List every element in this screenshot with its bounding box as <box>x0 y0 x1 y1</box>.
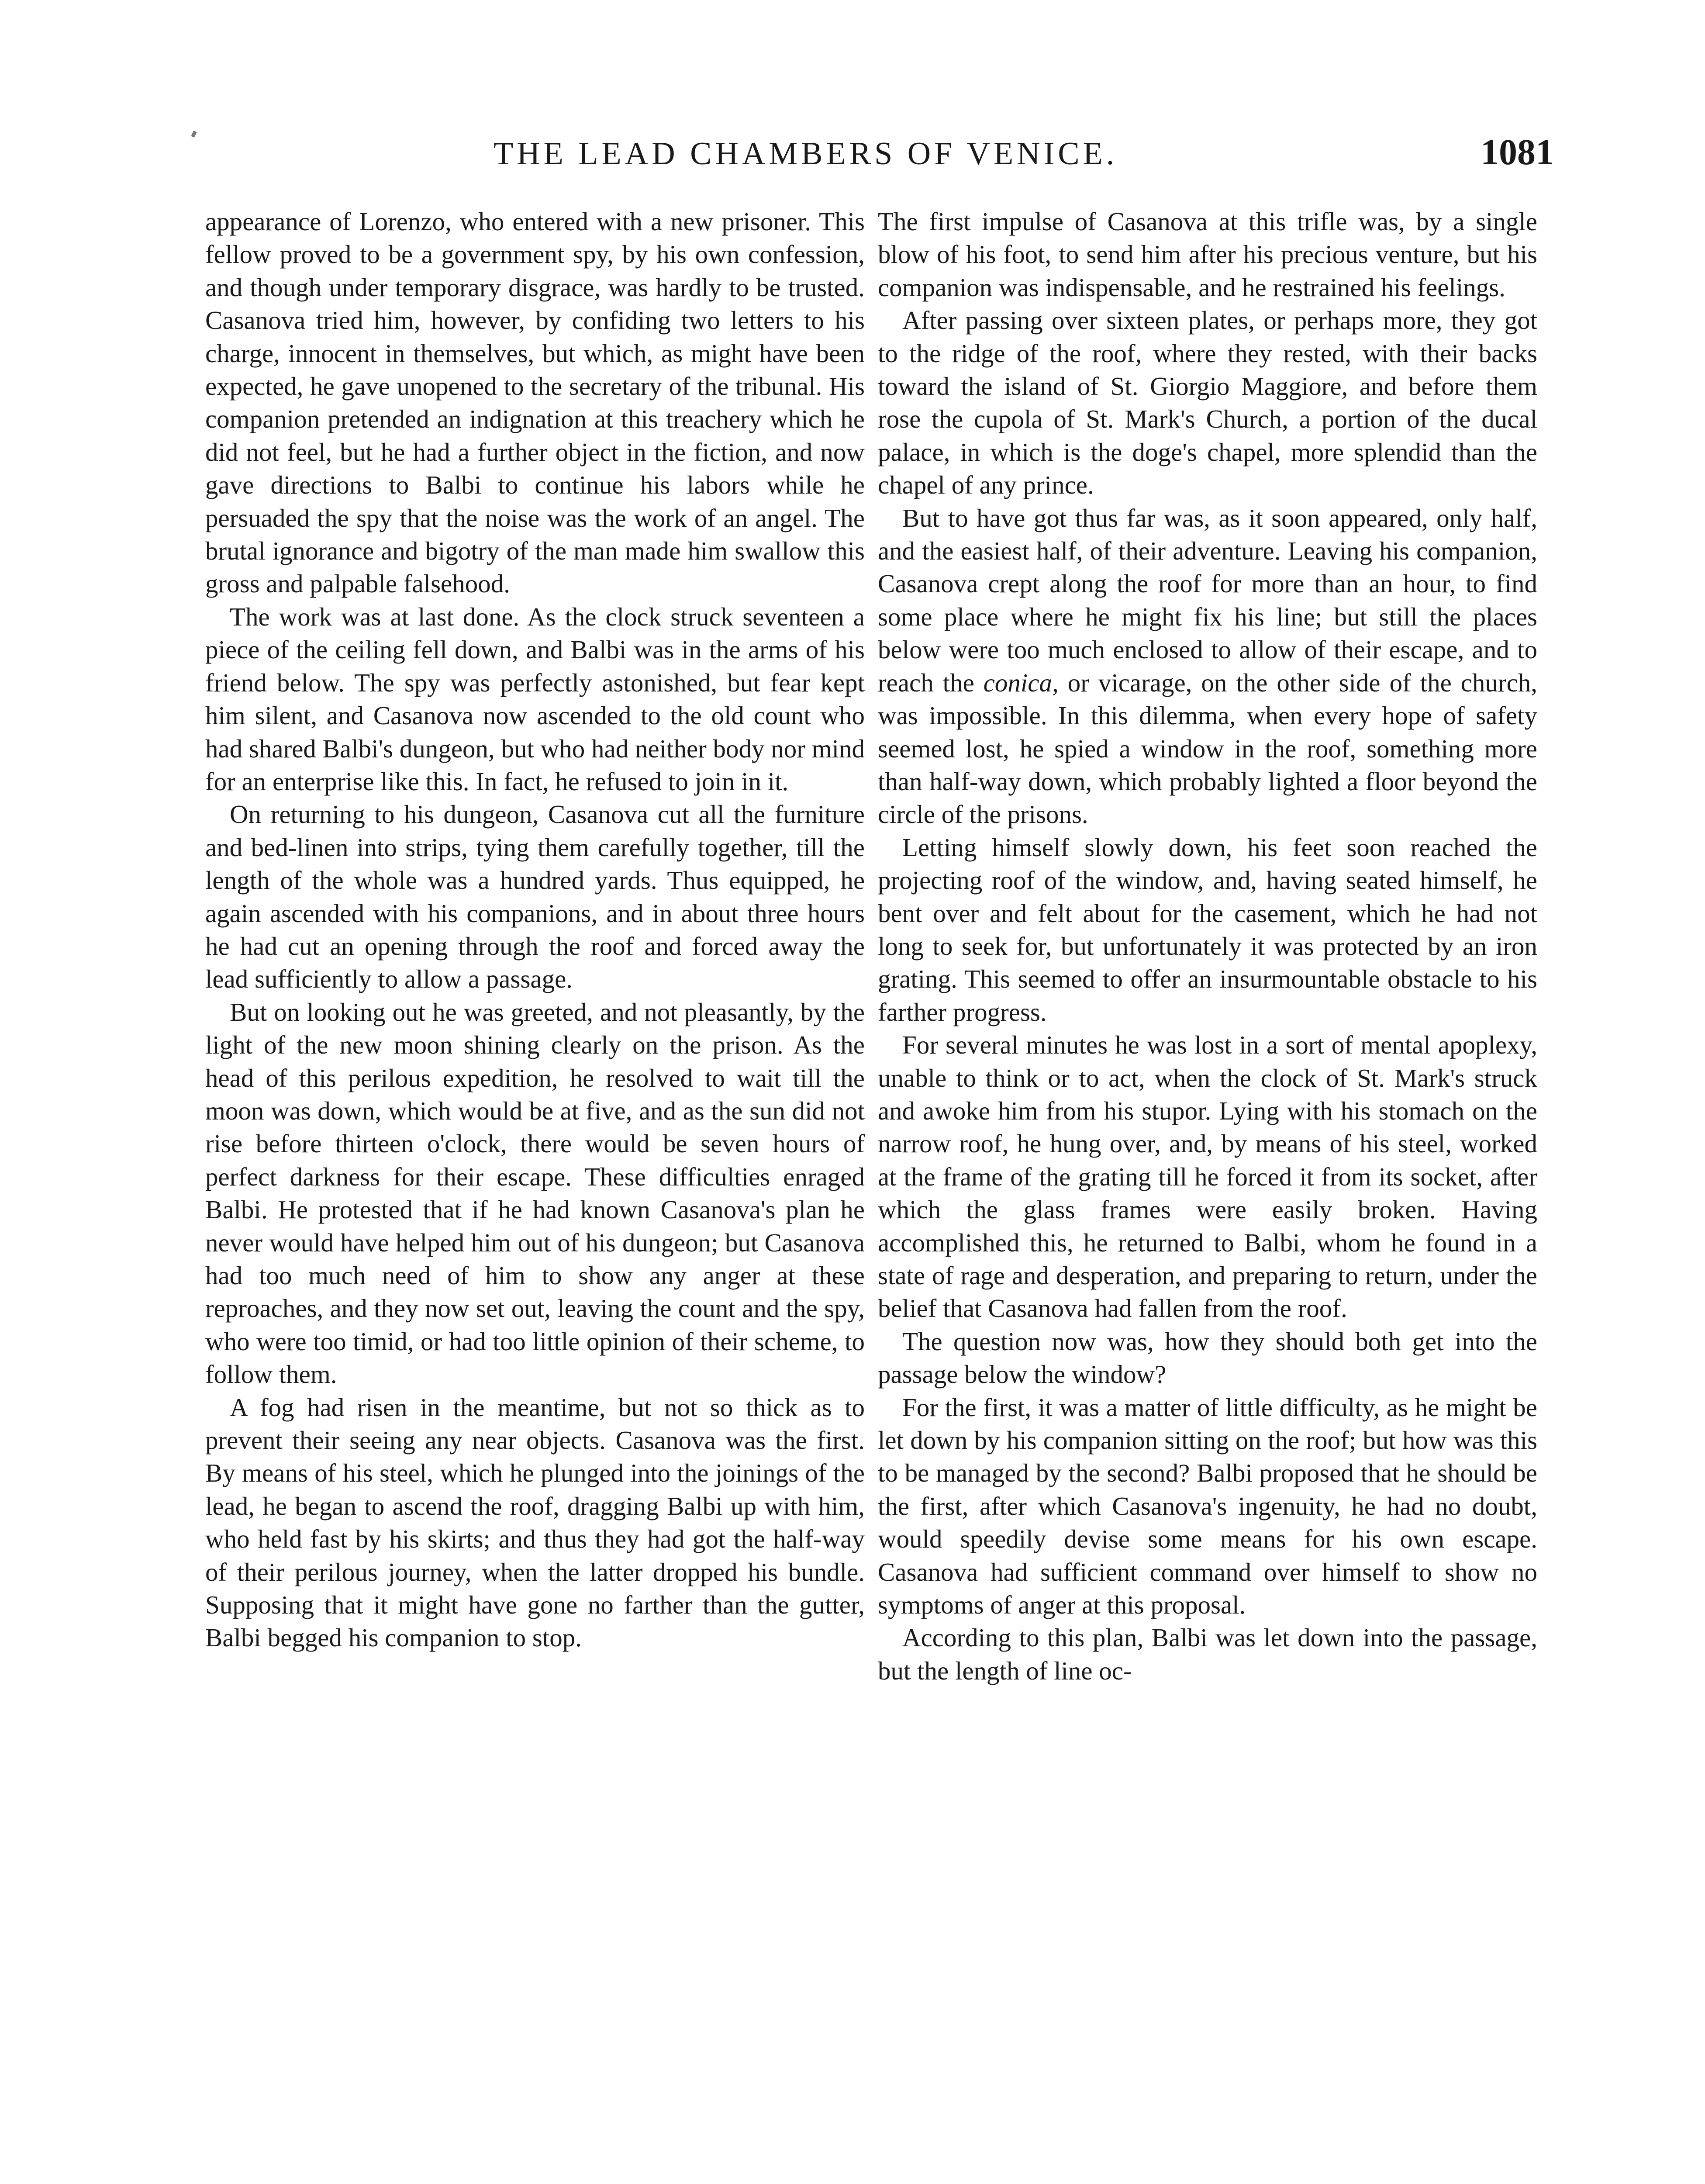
paragraph: The work was at last done. As the clock struck seventeen a piece of the ceiling fell down, and Balbi was in the arms of his friend below. The spy was perfectly astonished, but fear kept him silent, and Casanova now ascended to the old count who had shared Balbi's dungeon, but who had neither body nor mind for an enterprise like this. In fact, he refused to join in it. <box>205 602 865 796</box>
paragraph: The first impulse of Casanova at this trifle was, by a single blow of his foot, to send him after his precious venture, but his companion was indispensable, and he restrained his feelings. <box>878 207 1537 302</box>
paragraph: Letting himself slowly down, his feet soon reached the projecting roof of the window, and, having seated himself, he bent over and felt about for the casement, which he had not long to seek for, but unfortunately it was protected by an iron grating. This seemed to offer an insurmountable obstacle to his farther progress. <box>878 833 1537 1026</box>
paragraph: For several minutes he was lost in a sort of mental apoplexy, unable to think or to act, when the clock of St. Mark's struck and awoke him from his stupor. Lying with his stomach on the narrow roof, he hung over, and, by means of his steel, worked at the frame of the grating till he forced it from its socket, after which the glass frames were easily broken. Having accomplished this, he returned to Balbi, whom he found in a state of rage and desperation, and preparing to return, under the belief that Casanova had fallen from the roof. <box>878 1030 1537 1323</box>
left-text-column <box>205 205 865 1655</box>
paragraph: appearance of Lorenzo, who entered with a new prisoner. This fellow proved to be a government spy, by his own confession, and though under temporary disgrace, was hardly to be trusted. Casanova tried him, however, by confiding two letters to his charge, innocent in themselves, but which, as might have been expected, he gave unopened to the secretary of the tribunal. His companion pretended an indignation at this treachery which he did not feel, but he had a further object in the fiction, and now gave directions to Balbi to continue his labors while he persuaded the spy that the noise was the work of an angel. The brutal ignorance and bigotry of the man made him swallow this gross and palpable falsehood. <box>205 207 865 598</box>
paragraph-text: But to have got thus far was, as it soon appeared, only half, and the easiest half, of their adventure. Leaving his companion, Casanova crept along the roof for more than an hour, to find some place where he might fix his line; but still the places below were too much enclosed to allow of their escape, and to reach the <box>878 503 1537 697</box>
stray-ink-mark <box>191 131 197 138</box>
paragraph: On returning to his dungeon, Casanova cut all the furniture and bed-linen into strips, tying them carefully together, till the length of the whole was a hundred yards. Thus equipped, he again ascended with his companions, and in about three hours he had cut an opening through the roof and forced away the lead sufficiently to allow a passage. <box>205 800 865 994</box>
right-text-column <box>878 205 1537 1687</box>
paragraph: For the first, it was a matter of little difficulty, as he might be let down by his companion sitting on the roof; but how was this to be managed by the second? Balbi proposed that he should be the first, after which Casanova's ingenuity, he had no doubt, would speedily devise some means for his own escape. Casanova had sufficient command over himself to show no symptoms of anger at this proposal. <box>878 1393 1537 1620</box>
paragraph: According to this plan, Balbi was let down into the passage, but the length of line oc- <box>878 1623 1537 1685</box>
paragraph-text: or vicarage, on the other side of the church, was impossible. In this dilemma, when every hope of safety seemed lost, he spied a window in the roof, something more than half-way down, which probably lighted a floor beyond the circle of the prisons. <box>878 668 1538 829</box>
page-number: 1081 <box>1481 132 1554 173</box>
running-head-title: THE LEAD CHAMBERS OF VENICE. <box>494 136 1118 172</box>
italic-term: conica, <box>983 668 1059 697</box>
paragraph: But on looking out he was greeted, and not pleasantly, by the light of the new moon shining clearly on the prison. As the head of this perilous expedition, he resolved to wait till the moon was down, which would be at five, and as the sun did not rise before thirteen o'clock, there would be seven hours of perfect darkness for their escape. These difficulties enraged Balbi. He protested that if he had known Casanova's plan he never would have helped him out of his dungeon; but Casanova had too much need of him to show any anger at these reproaches, and they now set out, leaving the count and the spy, who were too timid, or had too little opinion of their scheme, to follow them. <box>205 997 865 1389</box>
paragraph: After passing over sixteen plates, or perhaps more, they got to the ridge of the roof, where they rested, with their backs toward the island of St. Giorgio Maggiore, and before them rose the cupola of St. Mark's Church, a portion of the ducal palace, in which is the doge's chapel, more splendid than the chapel of any prince. <box>878 306 1537 500</box>
paragraph: The question now was, how they should both get into the passage below the window? <box>878 1327 1537 1389</box>
paragraph-with-italic <box>878 502 1537 831</box>
paragraph: A fog had risen in the meantime, but not so thick as to prevent their seeing any near objects. Casanova was the first. By means of his steel, which he plunged into the joinings of the lead, he began to ascend the roof, dragging Balbi up with him, who held fast by his skirts; and thus they had got the half-way of their perilous journey, when the latter dropped his bundle. Supposing that it might have gone no farther than the gutter, Balbi begged his companion to stop. <box>205 1393 865 1652</box>
